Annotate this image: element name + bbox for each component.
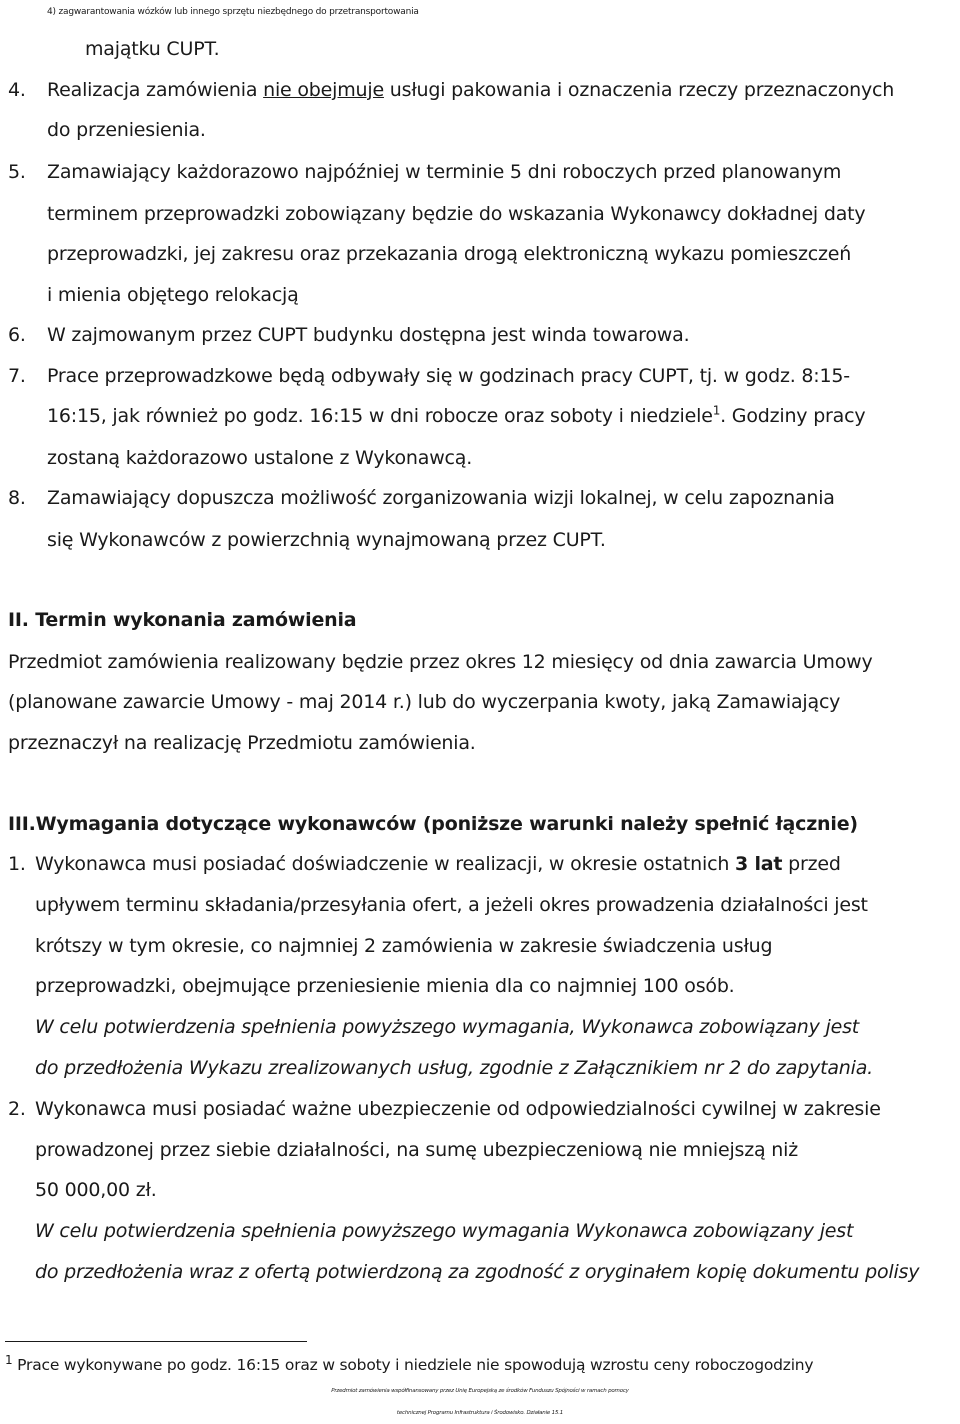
bold-text: 3 lat [735,853,783,875]
paragraph-text: Wykonawca musi posiadać doświadczenie w realizacji, w okresie ostatnich [35,853,736,875]
section-title: Termin wykonania zamówienia [35,609,357,631]
list-item-line: przeprowadzki, jej zakresu oraz przekazania drogą elektroniczną wykazu pomieszczeń [47,243,852,265]
list-number: 7. [8,365,26,387]
section-number: II. [8,609,29,631]
list-number: 6. [8,324,26,346]
footnote-separator [5,1341,307,1342]
list-item-line: i mienia objętego relokacją [47,284,299,306]
list-item-line: Prace przeprowadzkowe będą odbywały się w godzinach pracy CUPT, tj. w godz. 8:15- [47,365,850,387]
section-heading [8,812,858,836]
footnote-text: Prace wykonywane po godz. 16:15 oraz w soboty i niedziele nie spowodują wzrostu ceny roboczogodziny [12,1356,814,1374]
list-item-line: zostaną każdorazowo ustalone z Wykonawcą. [47,447,473,469]
list-item-line: krótszy w tym okresie, co najmniej 2 zamówienia w zakresie świadczenia usług [35,935,773,957]
footnote-mark: 1 [5,1352,13,1367]
paragraph-line: przeznaczył na realizację Przedmiotu zamówienia. [8,732,476,754]
underlined-text: nie obejmuje [263,79,384,101]
list-item-line: upływem terminu składania/przesyłania ofert, a jeżeli okres prowadzenia działalności jest [35,894,868,916]
footnote [5,1352,814,1375]
paragraph-line: Przedmiot zamówienia realizowany będzie przez okres 12 miesięcy od dnia zawarcia Umowy [8,651,873,673]
list-item-line: Zamawiający dopuszcza możliwość zorganizowania wizji lokalnej, w celu zapoznania [47,487,835,509]
paragraph-text: . Godziny pracy [720,405,866,427]
paragraph-line: (planowane zawarcie Umowy - maj 2014 r.) lub do wyczerpania kwoty, jaką Zamawiający [8,691,841,713]
requirement-note: W celu potwierdzenia spełnienia powyższego wymagania, Wykonawca zobowiązany jest [35,1016,860,1038]
footnote-reference: 1 [712,403,721,418]
list-item-line: do przeniesienia. [47,119,206,141]
requirement-note: do przedłożenia Wykazu zrealizowanych usług, zgodnie z Załącznikiem nr 2 do zapytania. [35,1057,874,1079]
paragraph-text: Realizacja zamówienia [47,79,264,101]
list-item-line: terminem przeprowadzki zobowiązany będzie do wskazania Wykonawcy dokładnej daty [47,203,866,225]
list-number: 2. [8,1098,26,1120]
paragraph-text: przed [782,853,841,875]
list-item-line [85,37,219,61]
requirement-note: do przedłożenia wraz z ofertą potwierdzoną za zgodność z oryginałem kopię dokumentu polisy [35,1261,920,1283]
section-title: Wymagania dotyczące wykonawców (poniższe warunki należy spełnić łącznie) [35,813,858,835]
section-heading [8,608,356,632]
page-footer-line: technicznej Programu Infrastruktura i Środowisko. Działanie 15.1 [396,1410,564,1416]
list-item-line: 50 000,00 zł. [35,1179,157,1201]
paragraph-text: 4) zagwarantowania wózków lub innego sprzętu niezbędnego do przetransportowania [47,7,419,17]
list-item-line: przeprowadzki, obejmujące przeniesienie mienia dla co najmniej 100 osób. [35,975,735,997]
list-number: 4. [8,79,26,101]
list-item-line: prowadzonej przez siebie działalności, na sumę ubezpieczeniową nie mniejszą niż [35,1139,798,1161]
list-item-line: się Wykonawców z powierzchnią wynajmowaną przez CUPT. [47,529,606,551]
list-item-line: W zajmowanym przez CUPT budynku dostępna jest winda towarowa. [47,324,690,346]
list-number: 8. [8,487,26,509]
paragraph-text: 16:15, jak również po godz. 16:15 w dni robocze oraz soboty i niedziele [47,405,713,427]
list-number: 5. [8,161,26,183]
list-item-line [35,852,841,876]
list-item-line [47,404,865,428]
paragraph-text: usługi pakowania i oznaczenia rzeczy przeznaczonych [383,79,895,101]
section-number: III. [8,813,36,835]
list-item-line: Wykonawca musi posiadać ważne ubezpieczenie od odpowiedzialności cywilnej w zakresie [35,1098,881,1120]
list-item-line [47,0,957,24]
list-number: 1. [8,853,26,875]
list-item-line: Zamawiający każdorazowo najpóźniej w terminie 5 dni roboczych przed planowanym [47,161,842,183]
list-item-line [47,78,894,102]
paragraph-text: majątku CUPT. [85,38,220,60]
requirement-note: W celu potwierdzenia spełnienia powyższego wymagania Wykonawca zobowiązany jest [35,1220,854,1242]
page-footer-line: Przedmiot zamówienia współfinansowany przez Unię Europejską ze środków Funduszu Spójności w ramach pomocy [331,1388,629,1394]
